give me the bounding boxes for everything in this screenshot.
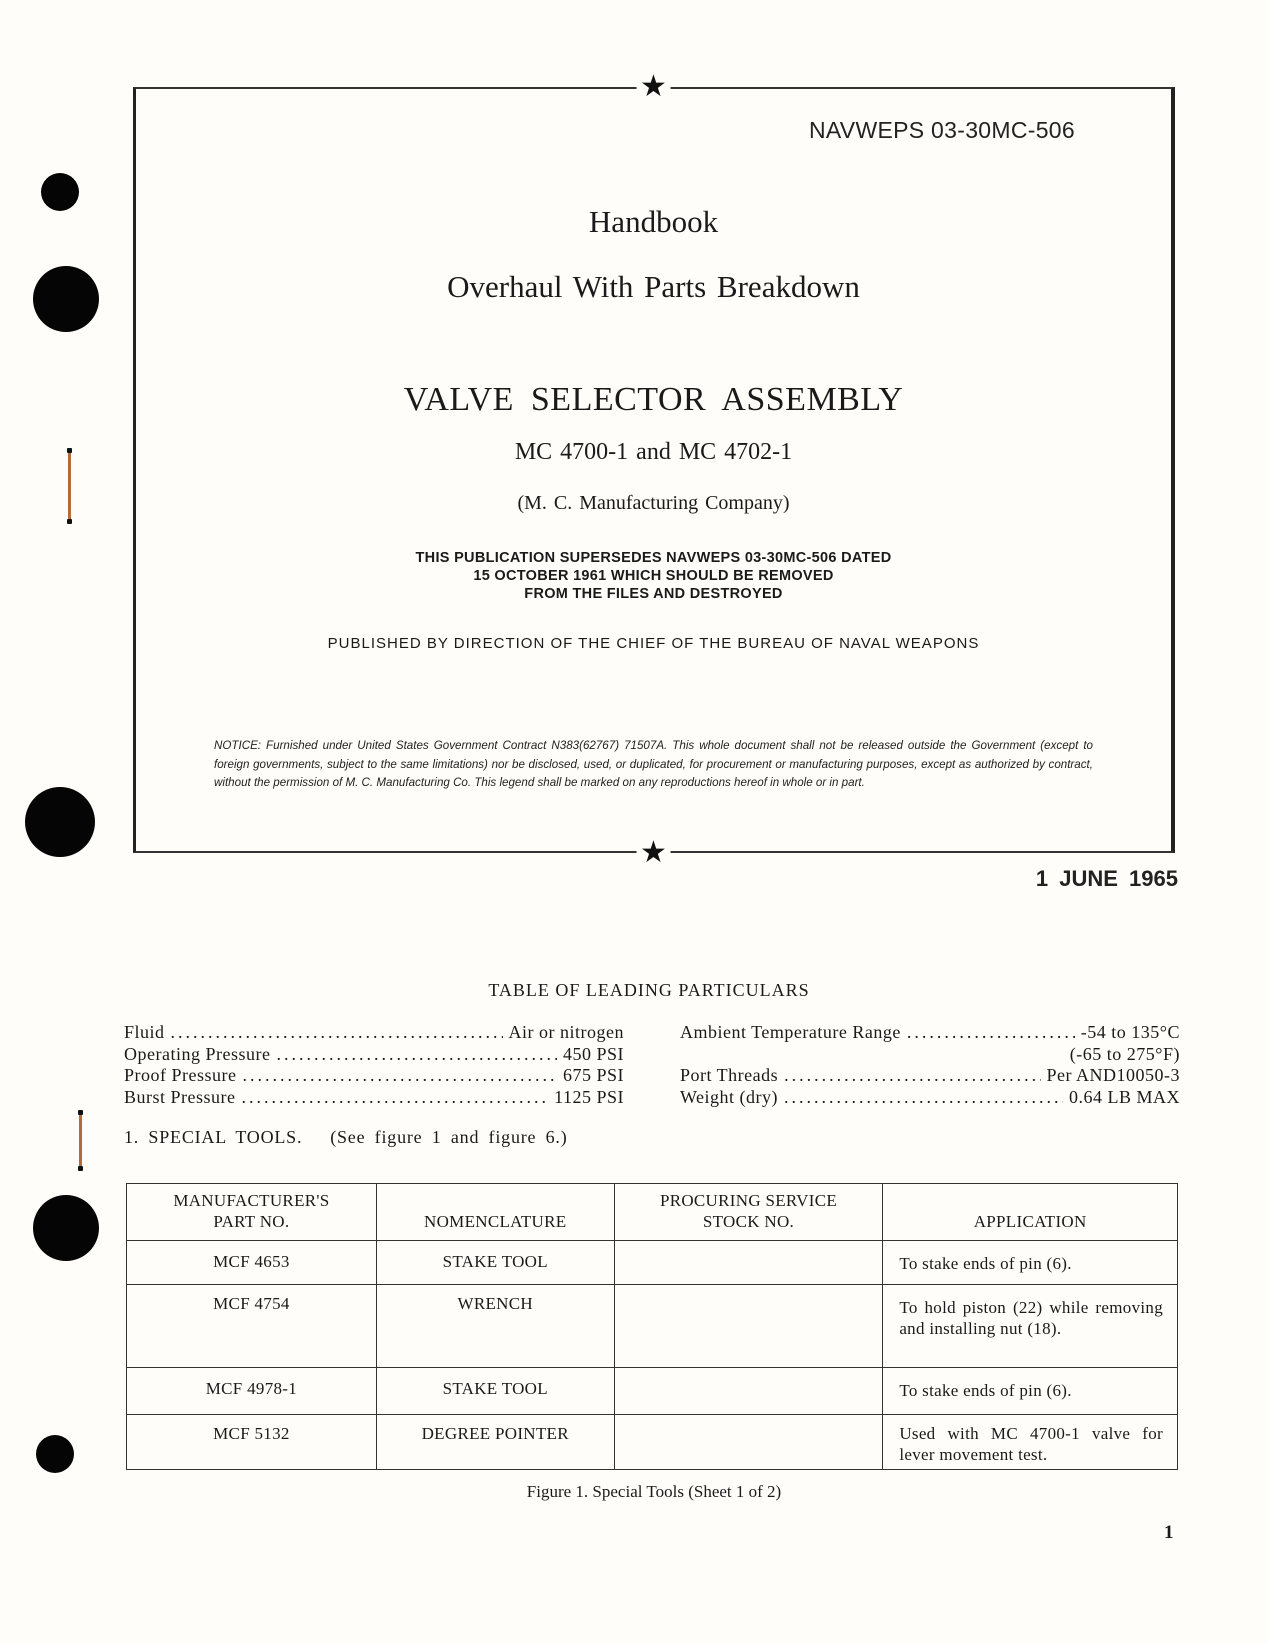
particular-value: 0.64 LB MAX	[1068, 1086, 1180, 1107]
particular-label: Proof Pressure	[124, 1065, 237, 1085]
cell-part-no: MCF 4754	[127, 1285, 377, 1368]
model-numbers: MC 4700-1 and MC 4702-1	[514, 439, 793, 465]
section-reference: (See figure 1 and figure 6.)	[330, 1127, 568, 1147]
particular-row-continuation	[680, 1044, 1180, 1066]
item-title: VALVE SELECTOR ASSEMBLY	[403, 381, 904, 418]
particular-label: Burst Pressure	[124, 1086, 236, 1107]
particular-label: Operating Pressure	[124, 1043, 271, 1064]
particular-value: Air or nitrogen	[508, 1022, 624, 1042]
leading-particulars-title: TABLE OF LEADING PARTICULARS	[488, 980, 810, 1000]
cell-stock-no	[614, 1241, 883, 1285]
punch-hole	[33, 266, 99, 332]
document-type: Handbook	[588, 204, 719, 239]
particular-label: Weight (dry)	[680, 1086, 779, 1107]
rust-stain	[79, 1112, 82, 1169]
column-header-application: APPLICATION	[883, 1184, 1178, 1241]
table-row	[127, 1285, 1178, 1368]
contract-notice: NOTICE: Furnished under United States Government Contract N383(62767) 71507A. This whole document shall not be released outside the Government (except to foreign governments, subject to the same limitations) nor be disclosed, used, or duplicated, for procurement or manufacturing purposes, except as authorized by contract, without the permission of M. C. Manufacturing Co. This legend shall be marked on any reproductions hereof in whole or in part.	[214, 739, 1093, 789]
supersedes-line: THIS PUBLICATION SUPERSEDES NAVWEPS 03-30MC-506 DATED	[415, 550, 892, 566]
column-header-stock-no: PROCURING SERVICE STOCK NO.	[614, 1184, 883, 1241]
dot-leader	[784, 1087, 1063, 1109]
cell-part-no: MCF 5132	[127, 1415, 377, 1470]
cell-nomenclature: WRENCH	[376, 1285, 614, 1368]
particular-value: 675 PSI	[562, 1065, 624, 1085]
particular-row	[680, 1022, 1180, 1044]
particular-value: 1125 PSI	[554, 1086, 624, 1107]
section-title: 1. SPECIAL TOOLS.	[124, 1127, 303, 1147]
particular-label: Ambient Temperature Range	[680, 1022, 901, 1042]
cell-stock-no	[614, 1285, 883, 1368]
cell-stock-no	[614, 1368, 883, 1415]
document-subtitle: Overhaul With Parts Breakdown	[447, 269, 860, 304]
table-row	[127, 1368, 1178, 1415]
supersedes-line: 15 OCTOBER 1961 WHICH SHOULD BE REMOVED	[473, 568, 834, 584]
cell-nomenclature: STAKE TOOL	[376, 1241, 614, 1285]
particular-value: -54 to 135°C	[1080, 1022, 1180, 1042]
punch-hole	[36, 1435, 74, 1473]
star-icon: ★	[636, 838, 671, 868]
dot-leader	[242, 1087, 549, 1109]
publication-number: NAVWEPS 03-30MC-506	[808, 117, 1075, 143]
dot-leader	[276, 1044, 557, 1066]
column-header-part-no: MANUFACTURER'S PART NO.	[127, 1184, 377, 1241]
dot-leader	[784, 1065, 1040, 1087]
table-row	[127, 1241, 1178, 1285]
cell-nomenclature: STAKE TOOL	[376, 1368, 614, 1415]
particular-value: 450 PSI	[562, 1043, 624, 1064]
cell-part-no: MCF 4978-1	[127, 1368, 377, 1415]
supersedes-notice	[136, 549, 1171, 603]
particular-row	[124, 1087, 624, 1109]
particular-row	[680, 1065, 1180, 1087]
particular-value: Per AND10050-3	[1046, 1065, 1180, 1085]
cell-application: Used with MC 4700-1 valve for lever movement test.	[883, 1415, 1178, 1470]
punch-hole	[41, 173, 79, 211]
particular-row	[124, 1065, 624, 1087]
cell-nomenclature: DEGREE POINTER	[376, 1415, 614, 1470]
rust-stain	[68, 450, 71, 522]
page-number: 1	[1164, 1522, 1174, 1543]
cell-part-no: MCF 4653	[127, 1241, 377, 1285]
column-header-nomenclature: NOMENCLATURE	[376, 1184, 614, 1241]
star-icon: ★	[636, 72, 671, 102]
punch-hole	[25, 787, 95, 857]
cell-application: To stake ends of pin (6).	[883, 1368, 1178, 1415]
published-by: PUBLISHED BY DIRECTION OF THE CHIEF OF THE BUREAU OF NAVAL WEAPONS	[327, 635, 980, 652]
particular-value: (-65 to 275°F)	[1069, 1043, 1180, 1064]
section-heading	[124, 1127, 568, 1148]
cell-application: To stake ends of pin (6).	[883, 1241, 1178, 1285]
particular-row	[124, 1044, 624, 1066]
manufacturer: (M. C. Manufacturing Company)	[517, 492, 790, 514]
table-header-row	[127, 1184, 1178, 1241]
punch-hole	[33, 1195, 99, 1261]
figure-caption: Figure 1. Special Tools (Sheet 1 of 2)	[526, 1482, 782, 1501]
title-box	[133, 69, 1175, 870]
cell-stock-no	[614, 1415, 883, 1470]
particular-label: Port Threads	[680, 1065, 779, 1085]
cell-application: To hold piston (22) while removing and installing nut (18).	[883, 1285, 1178, 1368]
dot-leader	[907, 1022, 1075, 1044]
publication-date: 1 JUNE 1965	[1035, 866, 1178, 891]
supersedes-line: FROM THE FILES AND DESTROYED	[524, 586, 783, 602]
particular-row	[680, 1087, 1180, 1109]
dot-leader	[243, 1065, 557, 1087]
leading-particulars-left	[124, 1022, 624, 1108]
particular-label: Fluid	[124, 1022, 165, 1042]
dot-leader	[171, 1022, 503, 1044]
table-row	[127, 1415, 1178, 1470]
leading-particulars-right	[680, 1022, 1180, 1108]
special-tools-table	[126, 1183, 1178, 1470]
particular-row	[124, 1022, 624, 1044]
